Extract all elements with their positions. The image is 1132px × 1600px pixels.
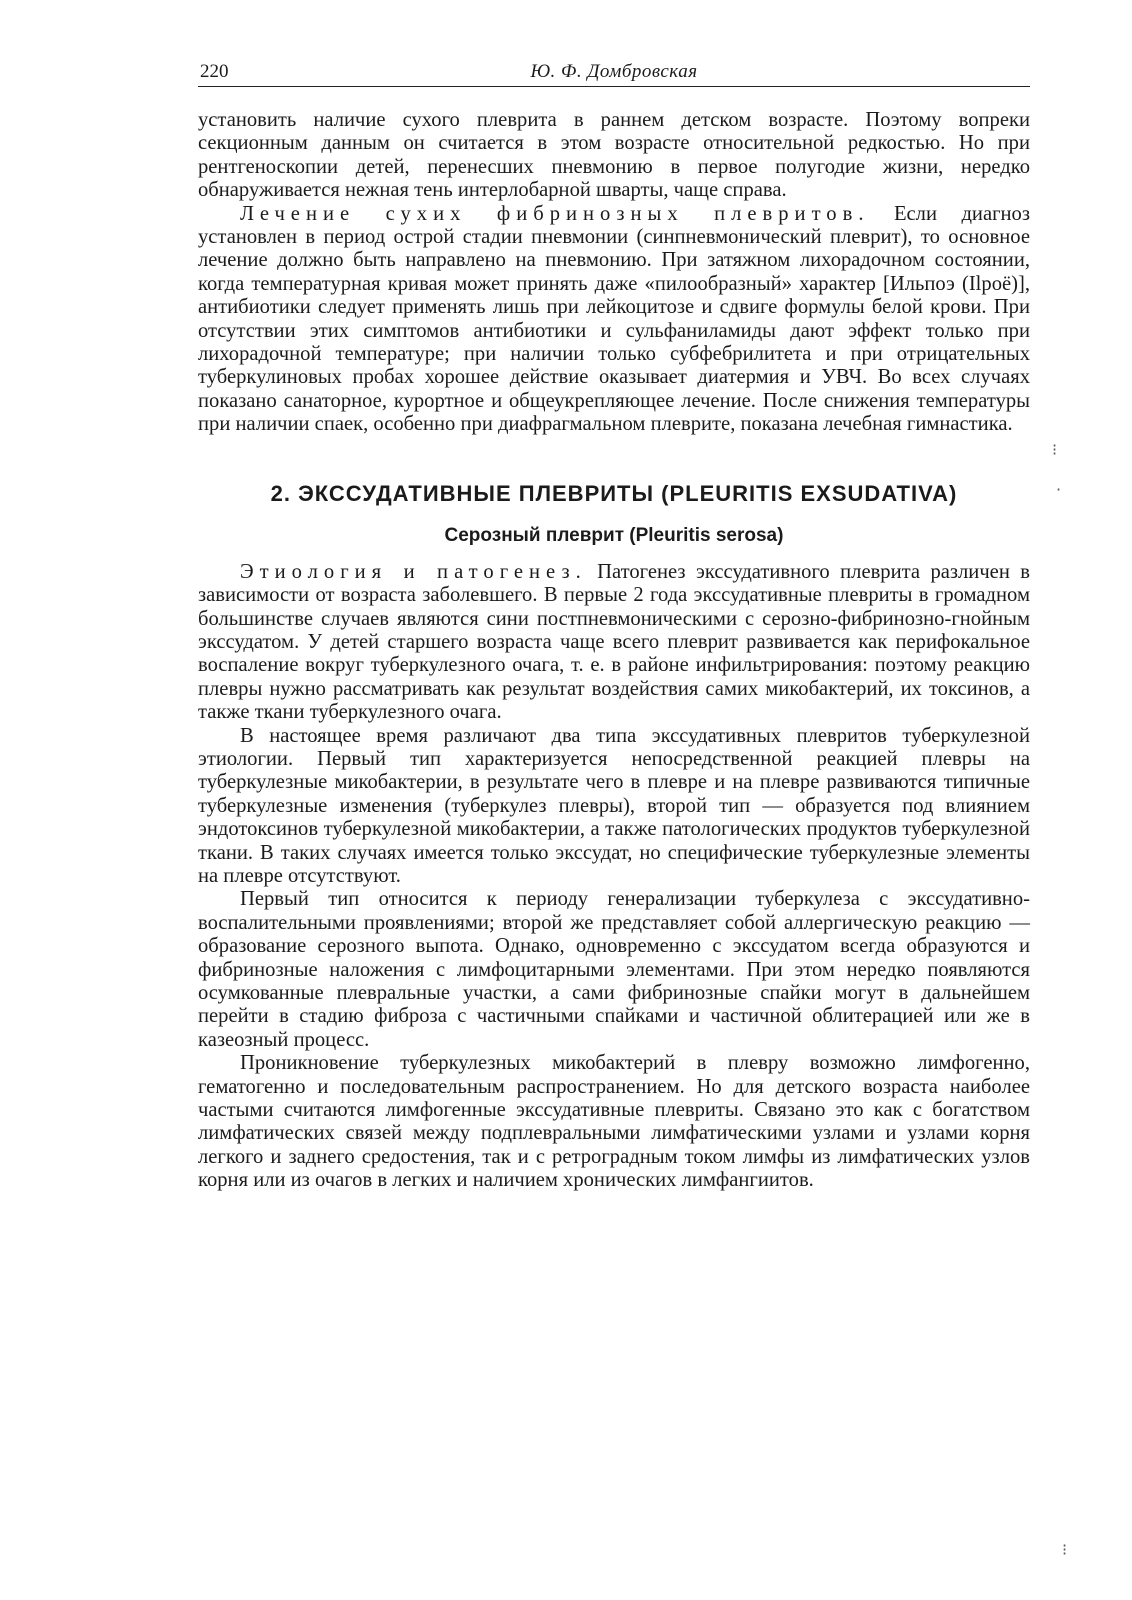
body-text-section-2 [198, 561, 1030, 1193]
paragraph-first-type: Первый тип относится к периоду генерализации туберкулеза с экссудативно-воспалительными проявлениями; второй же представляет собой аллергическую реакцию — образование серозного выпота. Однако, одновременно с экссудатом всегда образуются и фибринозные наложения с лимфоцитарными элементами. При этом нередко появляются осумкованные плевральные участки, а сами фибринозные спайки могут в дальнейшем перейти в стадию фиброза с частичными спайками и частичной облитерацией или же в казеозный процесс. [198, 888, 1030, 1051]
paragraph-penetration: Проникновение туберкулезных микобактерий в плевру возможно лимфогенно, гематогенно и последовательным распространением. Но для детского возраста наиболее частыми считаются лимфогенные экссудативные плевриты. Связано это как с богатством лимфатических связей между подплевральными лимфатическими узлами и узлами корня легкого и заднего средостения, так и с ретроградным током лимфы из лимфатических узлов корня или из очагов в легких и наличием хронических лимфангиитов. [198, 1052, 1030, 1192]
paragraph-text: Патогенез экссудативного плеврита различен в зависимости от возраста заболевшего. В первые 2 года экссудативные плевриты в громадном большинстве случаев являются сини постпневмоническими с серозно-фибринозно-гнойным экссудатом. У детей старшего возраста чаще всего плеврит развивается как перифокальное воспаление вокруг туберкулезного очага, т. е. в районе инфильтрирования: поэтому реакцию плевры нужно рассматривать как результат воздействия самих микобактерий, их токсинов, а также ткани туберкулезного очага. [198, 560, 1031, 724]
document-page [198, 58, 1030, 1193]
margin-scan-mark: ⁝ [1052, 440, 1058, 459]
run-in-heading-treatment: Лечение сухих фибринозных плевритов. [240, 202, 870, 225]
margin-scan-mark: · [1056, 480, 1062, 499]
run-in-heading-etiology: Этиология и патогенез. [240, 560, 587, 583]
paragraph-dry-pleurisy-diagnosis: установить наличие сухого плеврита в раннем детском возрасте. Поэтому вопреки секционным данным он считается в этом возрасте относительной редкостью. Но при рентгеноскопии детей, перенесших пневмонию в первое полугодие жизни, нередко обнаруживается нежная тень интерлобарной шварты, чаще справа. [198, 109, 1030, 202]
subsection-heading: Серозный плеврит (Pleuritis serosa) [444, 524, 784, 546]
page-number: 220 [200, 61, 229, 82]
margin-scan-mark: ⁝ [1062, 1540, 1068, 1559]
page-header [198, 58, 1030, 87]
paragraph-dry-pleurisy-treatment [198, 203, 1030, 437]
paragraph-text: Если диагноз установлен в период острой стадии пневмонии (синпневмонический плеврит), то основное лечение должно быть направлено на пневмонию. При затяжном лихорадочном состоянии, когда температурная кривая может принять даже «пилообразный» характер [Ильпоэ (Ilpoё)], антибиотики следует применять лишь при лейкоцитозе и сдвиге формулы белой крови. При отсутствии этих симптомов антибиотики и сульфаниламиды дают эффект только при лихорадочной температуре; при наличии только субфебрилитета и при отрицательных туберкулиновых пробах хорошее действие оказывает диатермия и УВЧ. Во всех случаях показано санаторное, курортное и общеукрепляющее лечение. После снижения температуры при наличии спаек, особенно при диафрагмальном плеврите, показана лечебная гимнастика. [198, 202, 1030, 436]
paragraph-two-types: В настоящее время различают два типа экссудативных плевритов туберкулезной этиологии. Первый тип характеризуется непосредственной реакцией плевры на туберкулезные микобактерии, в результате чего в плевре и на плевре развиваются типичные туберкулезные изменения (туберкулез плевры), второй тип — образуется под влиянием эндотоксинов туберкулезной микобактерии, а также патологических продуктов туберкулезной ткани. В таких случаях имеется только экссудат, но специфические туберкулезные элементы на плевре отсутствуют. [198, 724, 1030, 887]
paragraph-etiology [198, 561, 1030, 725]
running-head: Ю. Ф. Домбровская [530, 61, 698, 82]
section-heading: 2. ЭКССУДАТИВНЫЕ ПЛЕВРИТЫ (PLEURITIS EXSUDATIVA) [270, 480, 958, 506]
body-text-section-1 [198, 109, 1030, 437]
